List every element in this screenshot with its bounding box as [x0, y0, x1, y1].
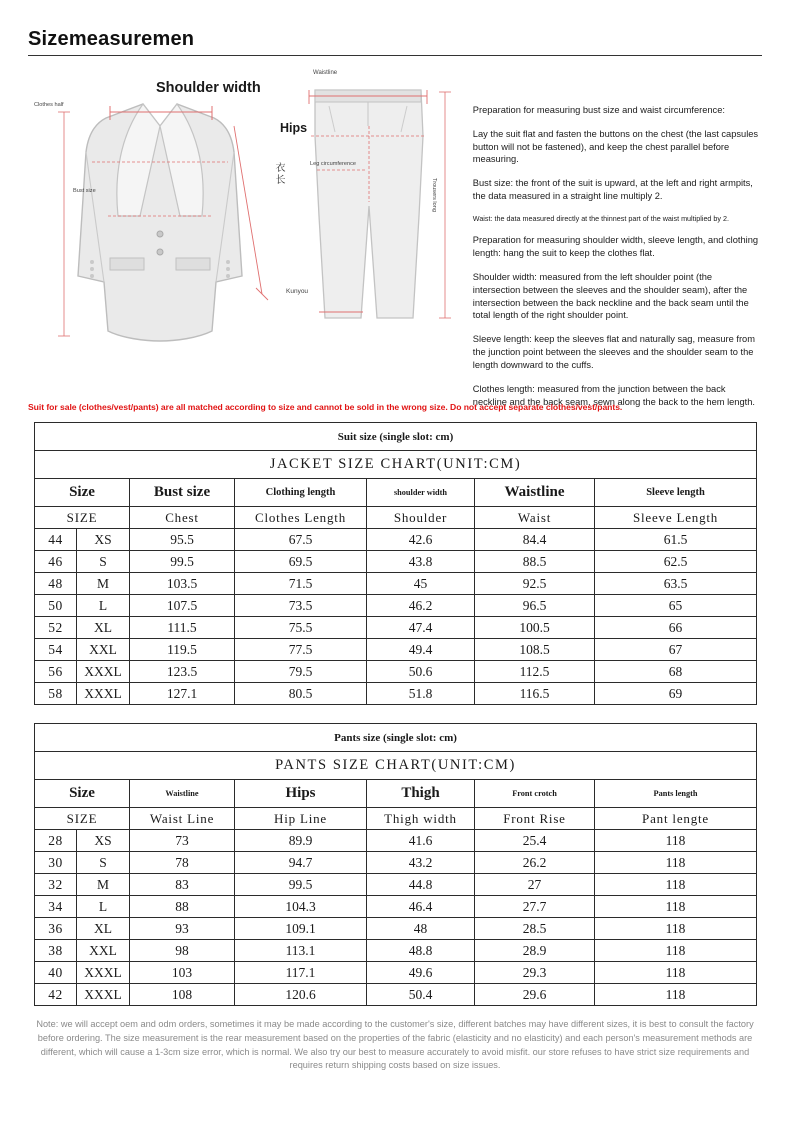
cell-waist: 92.5: [475, 573, 595, 595]
label-clothes-half: Clothes half: [34, 102, 64, 108]
cell-thigh-width: 43.2: [367, 852, 475, 874]
cell-shoulder: 42.6: [367, 529, 475, 551]
cell-size-letter: XXL: [77, 940, 130, 962]
table-row: [35, 918, 757, 940]
cell-sleeve: 67: [595, 639, 757, 661]
cell-pant-length: 118: [595, 984, 757, 1006]
cell-size-letter: L: [77, 896, 130, 918]
cell-pant-length: 118: [595, 896, 757, 918]
table-row: [35, 617, 757, 639]
cell-clothes-length: 75.5: [235, 617, 367, 639]
label-shoulder-width: Shoulder width: [156, 80, 261, 96]
cell-chest: 123.5: [130, 661, 235, 683]
header-bust-size: Bust size: [130, 479, 235, 507]
cell-size-num: 48: [35, 573, 77, 595]
cell-front-rise: 29.3: [475, 962, 595, 984]
cell-thigh-width: 41.6: [367, 830, 475, 852]
cell-shoulder: 49.4: [367, 639, 475, 661]
cell-size-letter: XXXL: [77, 661, 130, 683]
label-kunyou: Kunyou: [286, 288, 309, 295]
cell-size-letter: XL: [77, 617, 130, 639]
table-row: [35, 962, 757, 984]
header-clothing-length: Clothing length: [235, 479, 367, 507]
label-leg-circumference: Leg circumference: [310, 161, 357, 167]
cell-clothes-length: 77.5: [235, 639, 367, 661]
cell-size-num: 32: [35, 874, 77, 896]
cell-pant-length: 118: [595, 830, 757, 852]
cell-waist-line: 93: [130, 918, 235, 940]
note-item: Preparation for measuring bust size and waist circumference:: [472, 105, 725, 115]
cell-waist-line: 73: [130, 830, 235, 852]
cell-hip-line: 117.1: [235, 962, 367, 984]
table-subheader-row: [35, 507, 757, 529]
cell-size-letter: XXXL: [77, 962, 130, 984]
subheader-sleeve-length: Sleeve Length: [595, 507, 757, 529]
cell-chest: 119.5: [130, 639, 235, 661]
cell-chest: 95.5: [130, 529, 235, 551]
pants-caption-1: Pants size (single slot: cm): [35, 724, 757, 752]
cell-size-num: 52: [35, 617, 77, 639]
cell-shoulder: 45: [367, 573, 475, 595]
cell-sleeve: 66: [595, 617, 757, 639]
cell-size-num: 44: [35, 529, 77, 551]
note-item: Sleeve length: keep the sleeves flat and naturally sag, measure from the junction point between the sleeves and the shoulder seam to the length downward to the cuffs.: [472, 334, 755, 370]
cell-chest: 107.5: [130, 595, 235, 617]
cell-waist: 112.5: [475, 661, 595, 683]
cell-hip-line: 104.3: [235, 896, 367, 918]
cell-size-num: 34: [35, 896, 77, 918]
cell-thigh-width: 44.8: [367, 874, 475, 896]
subheader-thigh-width: Thigh width: [367, 808, 475, 830]
cell-size-num: 28: [35, 830, 77, 852]
cell-clothes-length: 71.5: [235, 573, 367, 595]
jacket-caption-1: Suit size (single slot: cm): [35, 423, 757, 451]
footer-note: Note: we will accept oem and odm orders, sometimes it may be made according to the customer's size, different batches may have different sizes, it is best to consult the factory before ordering. The size measurement is the rear measurement based on the properties of the fabric (elasticity and no elasticity) and each person's measurement methods are different, which will cause a 1-3cm size error, which is normal. We also try our best to measure accurately to avoid misfit. our store refuses to have strict size requirements and requires return shipping costs based on size issues.: [36, 1019, 754, 1071]
table-row: [35, 984, 757, 1006]
cell-waist: 96.5: [475, 595, 595, 617]
cell-sleeve: 62.5: [595, 551, 757, 573]
table-row: [35, 551, 757, 573]
cell-waist: 88.5: [475, 551, 595, 573]
cell-size-num: 50: [35, 595, 77, 617]
header-shoulder-width: shoulder width: [367, 479, 475, 507]
table-row: [35, 661, 757, 683]
cell-shoulder: 43.8: [367, 551, 475, 573]
label-waistline: Waistline: [313, 70, 338, 76]
note-item: Bust size: the front of the suit is upward, at the left and right armpits, the data measured in a straight line multiply 2.: [472, 178, 753, 202]
cell-size-letter: XXXL: [77, 984, 130, 1006]
table-row: [35, 529, 757, 551]
cell-clothes-length: 79.5: [235, 661, 367, 683]
table-row: [35, 852, 757, 874]
note-item: Waist: the data measured directly at the thinnest part of the waist multiplied by 2.: [472, 213, 730, 223]
note-item: Preparation for measuring shoulder width, sleeve length, and clothing length: hang the suit to keep the clothes flat.: [472, 235, 759, 259]
subheader-size: SIZE: [35, 808, 130, 830]
jacket-size-table: [34, 422, 757, 705]
cell-size-letter: S: [77, 852, 130, 874]
label-trousers-long: Trousers long: [431, 178, 437, 212]
cell-size-letter: XXL: [77, 639, 130, 661]
cell-pant-length: 118: [595, 874, 757, 896]
table-subheader-row: [35, 808, 757, 830]
table-row: [35, 639, 757, 661]
subheader-hip-line: Hip Line: [235, 808, 367, 830]
table-row: [35, 896, 757, 918]
cell-shoulder: 50.6: [367, 661, 475, 683]
cell-size-num: 30: [35, 852, 77, 874]
subheader-shoulder: Shoulder: [367, 507, 475, 529]
cell-chest: 127.1: [130, 683, 235, 705]
cell-pant-length: 118: [595, 940, 757, 962]
cell-thigh-width: 48: [367, 918, 475, 940]
cell-size-letter: XS: [77, 529, 130, 551]
cell-hip-line: 94.7: [235, 852, 367, 874]
cell-size-num: 58: [35, 683, 77, 705]
table-row: [35, 595, 757, 617]
cell-front-rise: 25.4: [475, 830, 595, 852]
cell-hip-line: 120.6: [235, 984, 367, 1006]
pants-diagram: [273, 66, 468, 386]
cell-size-letter: M: [77, 874, 130, 896]
jacket-caption-2: JACKET SIZE CHART(UNIT:CM): [35, 451, 757, 479]
cell-thigh-width: 46.4: [367, 896, 475, 918]
subheader-pant-lengte: Pant lengte: [595, 808, 757, 830]
cell-pant-length: 118: [595, 918, 757, 940]
header-front-crotch: Front crotch: [475, 780, 595, 808]
cell-chest: 99.5: [130, 551, 235, 573]
sale-warning: Suit for sale (clothes/vest/pants) are all matched according to size and cannot be sold in the wrong size. Do not accept separate clothes/vest/pants.: [28, 402, 623, 412]
subheader-waist-line: Waist Line: [130, 808, 235, 830]
cell-pant-length: 118: [595, 852, 757, 874]
subheader-front-rise: Front Rise: [475, 808, 595, 830]
table-row: [35, 573, 757, 595]
table-header-row: [35, 780, 757, 808]
cell-waist: 84.4: [475, 529, 595, 551]
cell-clothes-length: 69.5: [235, 551, 367, 573]
header-pants-length: Pants length: [595, 780, 757, 808]
cell-thigh-width: 50.4: [367, 984, 475, 1006]
cell-chest: 103.5: [130, 573, 235, 595]
cell-chest: 111.5: [130, 617, 235, 639]
header-thigh: Thigh: [367, 780, 475, 808]
cell-size-letter: XXXL: [77, 683, 130, 705]
header-waistline: Waistline: [475, 479, 595, 507]
cell-size-num: 56: [35, 661, 77, 683]
cell-size-num: 46: [35, 551, 77, 573]
note-item: Shoulder width: measured from the left shoulder point (the intersection between the sleeves and the shoulder seam), after the intersection between the back neckline and the back seam until the total length of the right shoulder point.: [472, 271, 749, 321]
cell-sleeve: 65: [595, 595, 757, 617]
cell-waist: 100.5: [475, 617, 595, 639]
cell-shoulder: 46.2: [367, 595, 475, 617]
label-clothes-length-cn: 衣长: [273, 162, 284, 186]
header-size: Size: [35, 479, 130, 507]
cell-hip-line: 89.9: [235, 830, 367, 852]
cell-sleeve: 69: [595, 683, 757, 705]
note-item: Lay the suit flat and fasten the buttons on the chest (the last capsules button will not be fastened), and keep the chest parallel before measuring.: [472, 128, 759, 165]
cell-size-num: 40: [35, 962, 77, 984]
table-row: [35, 830, 757, 852]
table-gap: [28, 705, 762, 723]
table-header-row: [35, 479, 757, 507]
pants-caption-2: PANTS SIZE CHART(UNIT:CM): [35, 752, 757, 780]
subheader-size: SIZE: [35, 507, 130, 529]
table-row: [35, 874, 757, 896]
cell-waist-line: 108: [130, 984, 235, 1006]
cell-front-rise: 28.5: [475, 918, 595, 940]
cell-sleeve: 61.5: [595, 529, 757, 551]
subheader-clothes-length: Clothes Length: [235, 507, 367, 529]
cell-clothes-length: 80.5: [235, 683, 367, 705]
note-item: Clothes length: measured from the junction between the back neckline and the back seam, sewn along the back to the hem length.: [472, 383, 755, 407]
cell-pant-length: 118: [595, 962, 757, 984]
title-divider: [28, 55, 762, 56]
cell-clothes-length: 67.5: [235, 529, 367, 551]
cell-size-letter: XL: [77, 918, 130, 940]
table-row: [35, 940, 757, 962]
cell-hip-line: 99.5: [235, 874, 367, 896]
cell-hip-line: 109.1: [235, 918, 367, 940]
cell-front-rise: 27.7: [475, 896, 595, 918]
cell-shoulder: 51.8: [367, 683, 475, 705]
cell-waist-line: 98: [130, 940, 235, 962]
subheader-waist: Waist: [475, 507, 595, 529]
cell-clothes-length: 73.5: [235, 595, 367, 617]
measurement-instructions: [472, 66, 762, 407]
table-row: [35, 683, 757, 705]
cell-hip-line: 113.1: [235, 940, 367, 962]
cell-front-rise: 26.2: [475, 852, 595, 874]
cell-thigh-width: 48.8: [367, 940, 475, 962]
cell-size-num: 54: [35, 639, 77, 661]
cell-shoulder: 47.4: [367, 617, 475, 639]
cell-front-rise: 27: [475, 874, 595, 896]
label-hips: Hips: [280, 121, 308, 135]
cell-waist-line: 103: [130, 962, 235, 984]
cell-thigh-width: 49.6: [367, 962, 475, 984]
jacket-diagram: [48, 66, 273, 386]
cell-waist-line: 78: [130, 852, 235, 874]
cell-waist-line: 83: [130, 874, 235, 896]
cell-size-letter: XS: [77, 830, 130, 852]
cell-waist: 108.5: [475, 639, 595, 661]
cell-waist-line: 88: [130, 896, 235, 918]
header-sleeve-length: Sleeve length: [595, 479, 757, 507]
cell-size-num: 36: [35, 918, 77, 940]
figures-panel: [28, 66, 467, 396]
subheader-chest: Chest: [130, 507, 235, 529]
pants-size-table: [34, 723, 757, 1006]
cell-front-rise: 28.9: [475, 940, 595, 962]
cell-size-num: 42: [35, 984, 77, 1006]
cell-size-num: 38: [35, 940, 77, 962]
cell-size-letter: S: [77, 551, 130, 573]
cell-size-letter: L: [77, 595, 130, 617]
cell-sleeve: 63.5: [595, 573, 757, 595]
cell-sleeve: 68: [595, 661, 757, 683]
header-hips: Hips: [235, 780, 367, 808]
label-bust-size: Bust size: [73, 188, 96, 194]
header-waistline: Waistline: [130, 780, 235, 808]
cell-front-rise: 29.6: [475, 984, 595, 1006]
header-size: Size: [35, 780, 130, 808]
page-title: Sizemeasuremen: [28, 28, 195, 50]
cell-waist: 116.5: [475, 683, 595, 705]
cell-size-letter: M: [77, 573, 130, 595]
